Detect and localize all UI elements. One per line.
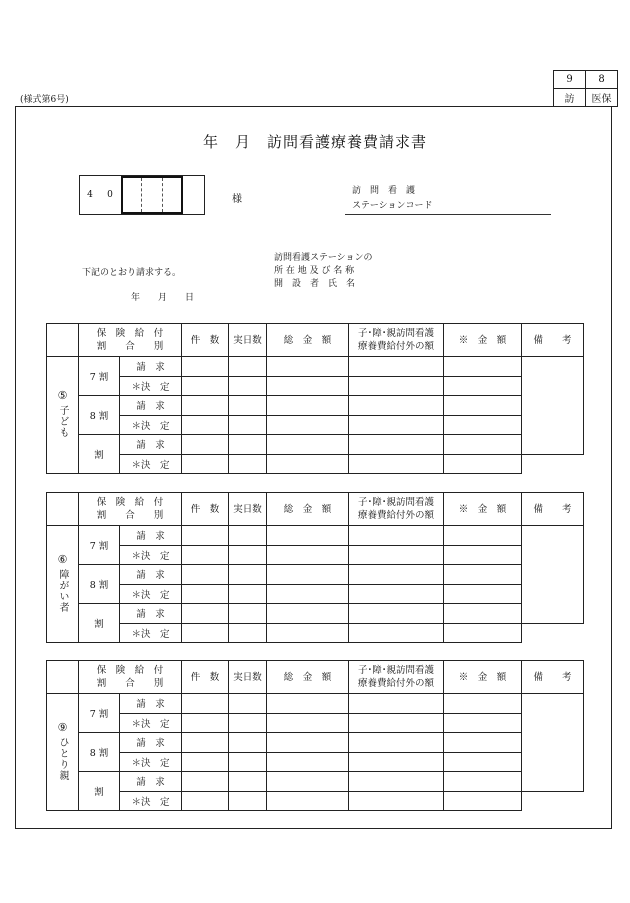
days-cell[interactable] bbox=[229, 604, 267, 624]
amount-cell[interactable] bbox=[444, 752, 522, 772]
code-divider bbox=[162, 178, 163, 212]
row-type: ＊決 定 bbox=[120, 752, 182, 772]
extra-cell[interactable] bbox=[349, 752, 444, 772]
remarks-cell-empty bbox=[522, 791, 584, 811]
row-type: 請 求 bbox=[120, 604, 182, 624]
group-label-text: 子ども bbox=[57, 405, 68, 438]
honorific: 様 bbox=[232, 194, 242, 205]
header-row bbox=[47, 661, 584, 694]
table-row bbox=[47, 526, 584, 546]
count-cell[interactable] bbox=[182, 604, 229, 624]
extra-cell[interactable] bbox=[349, 772, 444, 792]
category-header bbox=[79, 661, 182, 694]
table-row bbox=[47, 733, 584, 753]
days-cell[interactable] bbox=[229, 376, 267, 396]
amount-cell[interactable] bbox=[444, 791, 522, 811]
category-header-line1: 保 険 給 付 bbox=[96, 665, 164, 676]
category-header-line2: 割 合 別 bbox=[96, 678, 164, 689]
extra-cell[interactable] bbox=[349, 396, 444, 416]
total-header: 総 金 額 bbox=[267, 324, 349, 357]
total-cell[interactable] bbox=[267, 752, 349, 772]
count-cell[interactable] bbox=[182, 565, 229, 585]
total-cell[interactable] bbox=[267, 713, 349, 733]
billing-table bbox=[46, 492, 584, 643]
ratio-label: 7 割 bbox=[79, 357, 120, 396]
row-type: 請 求 bbox=[120, 396, 182, 416]
group-label bbox=[47, 526, 79, 643]
table-row bbox=[47, 694, 584, 714]
amount-cell[interactable] bbox=[444, 545, 522, 565]
table-row bbox=[47, 791, 584, 811]
table-row bbox=[47, 565, 584, 585]
amount-header: ※ 金 額 bbox=[444, 493, 522, 526]
count-cell[interactable] bbox=[182, 357, 229, 377]
total-cell[interactable] bbox=[267, 526, 349, 546]
corner-top-right: 8 bbox=[586, 71, 618, 89]
amount-cell[interactable] bbox=[444, 713, 522, 733]
table-row bbox=[47, 376, 584, 396]
total-header: 総 金 額 bbox=[267, 493, 349, 526]
total-cell[interactable] bbox=[267, 415, 349, 435]
days-cell[interactable] bbox=[229, 733, 267, 753]
corner-bottom-left: 訪 bbox=[554, 89, 586, 107]
total-cell[interactable] bbox=[267, 694, 349, 714]
days-cell[interactable] bbox=[229, 772, 267, 792]
total-cell[interactable] bbox=[267, 396, 349, 416]
days-cell[interactable] bbox=[229, 565, 267, 585]
amount-cell[interactable] bbox=[444, 396, 522, 416]
extra-header bbox=[349, 661, 444, 694]
extra-header-line2: 療養費給付外の額 bbox=[358, 510, 435, 521]
row-type: 請 求 bbox=[120, 526, 182, 546]
station-info-1: 訪問看護ステーションの bbox=[274, 253, 373, 263]
amount-cell[interactable] bbox=[444, 526, 522, 546]
row-type: ＊決 定 bbox=[120, 584, 182, 604]
extra-header-line2: 療養費給付外の額 bbox=[358, 341, 435, 352]
table-row bbox=[47, 545, 584, 565]
total-header: 総 金 額 bbox=[267, 661, 349, 694]
ratio-label: 8 割 bbox=[79, 396, 120, 435]
extra-cell[interactable] bbox=[349, 791, 444, 811]
row-type: ＊決 定 bbox=[120, 791, 182, 811]
station-code-label-1: 訪 問 看 護 bbox=[352, 186, 416, 196]
blank-header bbox=[47, 493, 79, 526]
days-cell[interactable] bbox=[229, 526, 267, 546]
total-cell[interactable] bbox=[267, 604, 349, 624]
count-cell[interactable] bbox=[182, 454, 229, 474]
ratio-label: 割 bbox=[79, 435, 120, 474]
count-cell[interactable] bbox=[182, 752, 229, 772]
count-cell[interactable] bbox=[182, 415, 229, 435]
code-digit-1: 4 bbox=[87, 190, 93, 200]
group-number: ⑨ bbox=[57, 720, 68, 734]
extra-cell[interactable] bbox=[349, 435, 444, 455]
days-cell[interactable] bbox=[229, 415, 267, 435]
extra-cell[interactable] bbox=[349, 565, 444, 585]
count-cell[interactable] bbox=[182, 713, 229, 733]
total-cell[interactable] bbox=[267, 565, 349, 585]
amount-cell[interactable] bbox=[444, 733, 522, 753]
extra-cell[interactable] bbox=[349, 604, 444, 624]
remarks-cell[interactable] bbox=[522, 694, 584, 792]
station-info-3: 開 設 者 氏 名 bbox=[274, 279, 356, 289]
extra-cell[interactable] bbox=[349, 584, 444, 604]
amount-cell[interactable] bbox=[444, 415, 522, 435]
station-code-label-2: ステーションコード bbox=[352, 201, 433, 211]
billing-table bbox=[46, 323, 584, 474]
amount-cell[interactable] bbox=[444, 772, 522, 792]
ratio-label: 7 割 bbox=[79, 694, 120, 733]
amount-header: ※ 金 額 bbox=[444, 661, 522, 694]
amount-cell[interactable] bbox=[444, 454, 522, 474]
remarks-cell-empty bbox=[522, 623, 584, 643]
days-cell[interactable] bbox=[229, 435, 267, 455]
amount-cell[interactable] bbox=[444, 565, 522, 585]
count-cell[interactable] bbox=[182, 526, 229, 546]
remarks-header: 備 考 bbox=[522, 324, 584, 357]
row-type: 請 求 bbox=[120, 733, 182, 753]
ratio-label: 7 割 bbox=[79, 526, 120, 565]
category-header-line2: 割 合 別 bbox=[96, 510, 164, 521]
table-row bbox=[47, 623, 584, 643]
header-row bbox=[47, 324, 584, 357]
table-row bbox=[47, 415, 584, 435]
remarks-cell[interactable] bbox=[522, 357, 584, 455]
row-type: 請 求 bbox=[120, 694, 182, 714]
amount-cell[interactable] bbox=[444, 623, 522, 643]
count-cell[interactable] bbox=[182, 694, 229, 714]
category-header bbox=[79, 493, 182, 526]
count-cell[interactable] bbox=[182, 791, 229, 811]
days-header: 実日数 bbox=[229, 661, 267, 694]
category-header-line1: 保 険 給 付 bbox=[96, 497, 164, 508]
table-row bbox=[47, 604, 584, 624]
remarks-cell-empty bbox=[522, 454, 584, 474]
code-divider bbox=[141, 178, 142, 212]
table-row bbox=[47, 752, 584, 772]
extra-cell[interactable] bbox=[349, 713, 444, 733]
count-cell[interactable] bbox=[182, 584, 229, 604]
total-cell[interactable] bbox=[267, 376, 349, 396]
extra-cell[interactable] bbox=[349, 415, 444, 435]
count-cell[interactable] bbox=[182, 623, 229, 643]
row-type: 請 求 bbox=[120, 435, 182, 455]
days-cell[interactable] bbox=[229, 454, 267, 474]
days-cell[interactable] bbox=[229, 584, 267, 604]
row-type: ＊決 定 bbox=[120, 713, 182, 733]
row-type: 請 求 bbox=[120, 565, 182, 585]
station-code-line bbox=[345, 214, 551, 215]
extra-cell[interactable] bbox=[349, 733, 444, 753]
group-label bbox=[47, 357, 79, 474]
total-cell[interactable] bbox=[267, 623, 349, 643]
table-row bbox=[47, 584, 584, 604]
count-header: 件 数 bbox=[182, 324, 229, 357]
code-box bbox=[79, 175, 205, 215]
group-number: ⑤ bbox=[57, 389, 68, 402]
remarks-header: 備 考 bbox=[522, 661, 584, 694]
days-cell[interactable] bbox=[229, 713, 267, 733]
extra-cell[interactable] bbox=[349, 623, 444, 643]
blank-header bbox=[47, 661, 79, 694]
total-cell[interactable] bbox=[267, 733, 349, 753]
total-cell[interactable] bbox=[267, 584, 349, 604]
table-row bbox=[47, 713, 584, 733]
corner-bottom-right: 医保 bbox=[586, 89, 618, 107]
days-cell[interactable] bbox=[229, 791, 267, 811]
table-row bbox=[47, 396, 584, 416]
group-number: ⑥ bbox=[57, 552, 68, 566]
count-header: 件 数 bbox=[182, 661, 229, 694]
ratio-label: 8 割 bbox=[79, 565, 120, 604]
count-cell[interactable] bbox=[182, 396, 229, 416]
billing-table bbox=[46, 660, 584, 811]
count-cell[interactable] bbox=[182, 733, 229, 753]
amount-cell[interactable] bbox=[444, 604, 522, 624]
total-cell[interactable] bbox=[267, 435, 349, 455]
table-row bbox=[47, 357, 584, 377]
request-text: 下記のとおり請求する。 bbox=[82, 268, 182, 278]
code-digit-2: 0 bbox=[107, 190, 113, 200]
extra-cell[interactable] bbox=[349, 376, 444, 396]
total-cell[interactable] bbox=[267, 545, 349, 565]
days-cell[interactable] bbox=[229, 357, 267, 377]
table-row bbox=[47, 772, 584, 792]
days-header: 実日数 bbox=[229, 493, 267, 526]
group-label-text: 障がい者 bbox=[57, 568, 68, 613]
header-row bbox=[47, 493, 584, 526]
days-cell[interactable] bbox=[229, 623, 267, 643]
table-row bbox=[47, 454, 584, 474]
corner-code-box bbox=[553, 70, 618, 107]
days-cell[interactable] bbox=[229, 545, 267, 565]
amount-cell[interactable] bbox=[444, 694, 522, 714]
extra-cell[interactable] bbox=[349, 545, 444, 565]
days-header: 実日数 bbox=[229, 324, 267, 357]
extra-header bbox=[349, 324, 444, 357]
amount-header: ※ 金 額 bbox=[444, 324, 522, 357]
amount-cell[interactable] bbox=[444, 584, 522, 604]
total-cell[interactable] bbox=[267, 454, 349, 474]
extra-cell[interactable] bbox=[349, 526, 444, 546]
table-row bbox=[47, 435, 584, 455]
count-cell[interactable] bbox=[182, 772, 229, 792]
amount-cell[interactable] bbox=[444, 376, 522, 396]
blank-header bbox=[47, 324, 79, 357]
ratio-label: 割 bbox=[79, 772, 120, 811]
category-header bbox=[79, 324, 182, 357]
ratio-label: 割 bbox=[79, 604, 120, 643]
corner-top-left: 9 bbox=[554, 71, 586, 89]
amount-cell[interactable] bbox=[444, 435, 522, 455]
category-header-line1: 保 険 給 付 bbox=[96, 328, 164, 339]
count-cell[interactable] bbox=[182, 376, 229, 396]
total-cell[interactable] bbox=[267, 772, 349, 792]
amount-cell[interactable] bbox=[444, 357, 522, 377]
code-input-box[interactable] bbox=[121, 176, 183, 214]
count-header: 件 数 bbox=[182, 493, 229, 526]
form-number: (様式第6号) bbox=[20, 95, 69, 105]
date-label: 年 月 日 bbox=[131, 293, 195, 303]
group-label-text: ひとり親 bbox=[57, 736, 68, 781]
days-cell[interactable] bbox=[229, 396, 267, 416]
row-type: ＊決 定 bbox=[120, 623, 182, 643]
extra-header-line1: 子･障･親訪問看護 bbox=[358, 497, 435, 508]
extra-header-line2: 療養費給付外の額 bbox=[358, 678, 435, 689]
total-cell[interactable] bbox=[267, 791, 349, 811]
remarks-cell[interactable] bbox=[522, 526, 584, 624]
row-type: ＊決 定 bbox=[120, 415, 182, 435]
station-info-2: 所 在 地 及 び 名 称 bbox=[274, 266, 355, 276]
row-type: 請 求 bbox=[120, 772, 182, 792]
page-title: 年 月 訪問看護療養費請求書 bbox=[202, 133, 427, 151]
total-cell[interactable] bbox=[267, 357, 349, 377]
extra-cell[interactable] bbox=[349, 357, 444, 377]
count-cell[interactable] bbox=[182, 435, 229, 455]
extra-header-line1: 子･障･親訪問看護 bbox=[358, 328, 435, 339]
extra-header-line1: 子･障･親訪問看護 bbox=[358, 665, 435, 676]
row-type: 請 求 bbox=[120, 357, 182, 377]
days-cell[interactable] bbox=[229, 694, 267, 714]
group-label bbox=[47, 694, 79, 811]
ratio-label: 8 割 bbox=[79, 733, 120, 772]
remarks-header: 備 考 bbox=[522, 493, 584, 526]
count-cell[interactable] bbox=[182, 545, 229, 565]
row-type: ＊決 定 bbox=[120, 545, 182, 565]
extra-header bbox=[349, 493, 444, 526]
row-type: ＊決 定 bbox=[120, 376, 182, 396]
extra-cell[interactable] bbox=[349, 454, 444, 474]
row-type: ＊決 定 bbox=[120, 454, 182, 474]
days-cell[interactable] bbox=[229, 752, 267, 772]
category-header-line2: 割 合 別 bbox=[96, 341, 164, 352]
extra-cell[interactable] bbox=[349, 694, 444, 714]
